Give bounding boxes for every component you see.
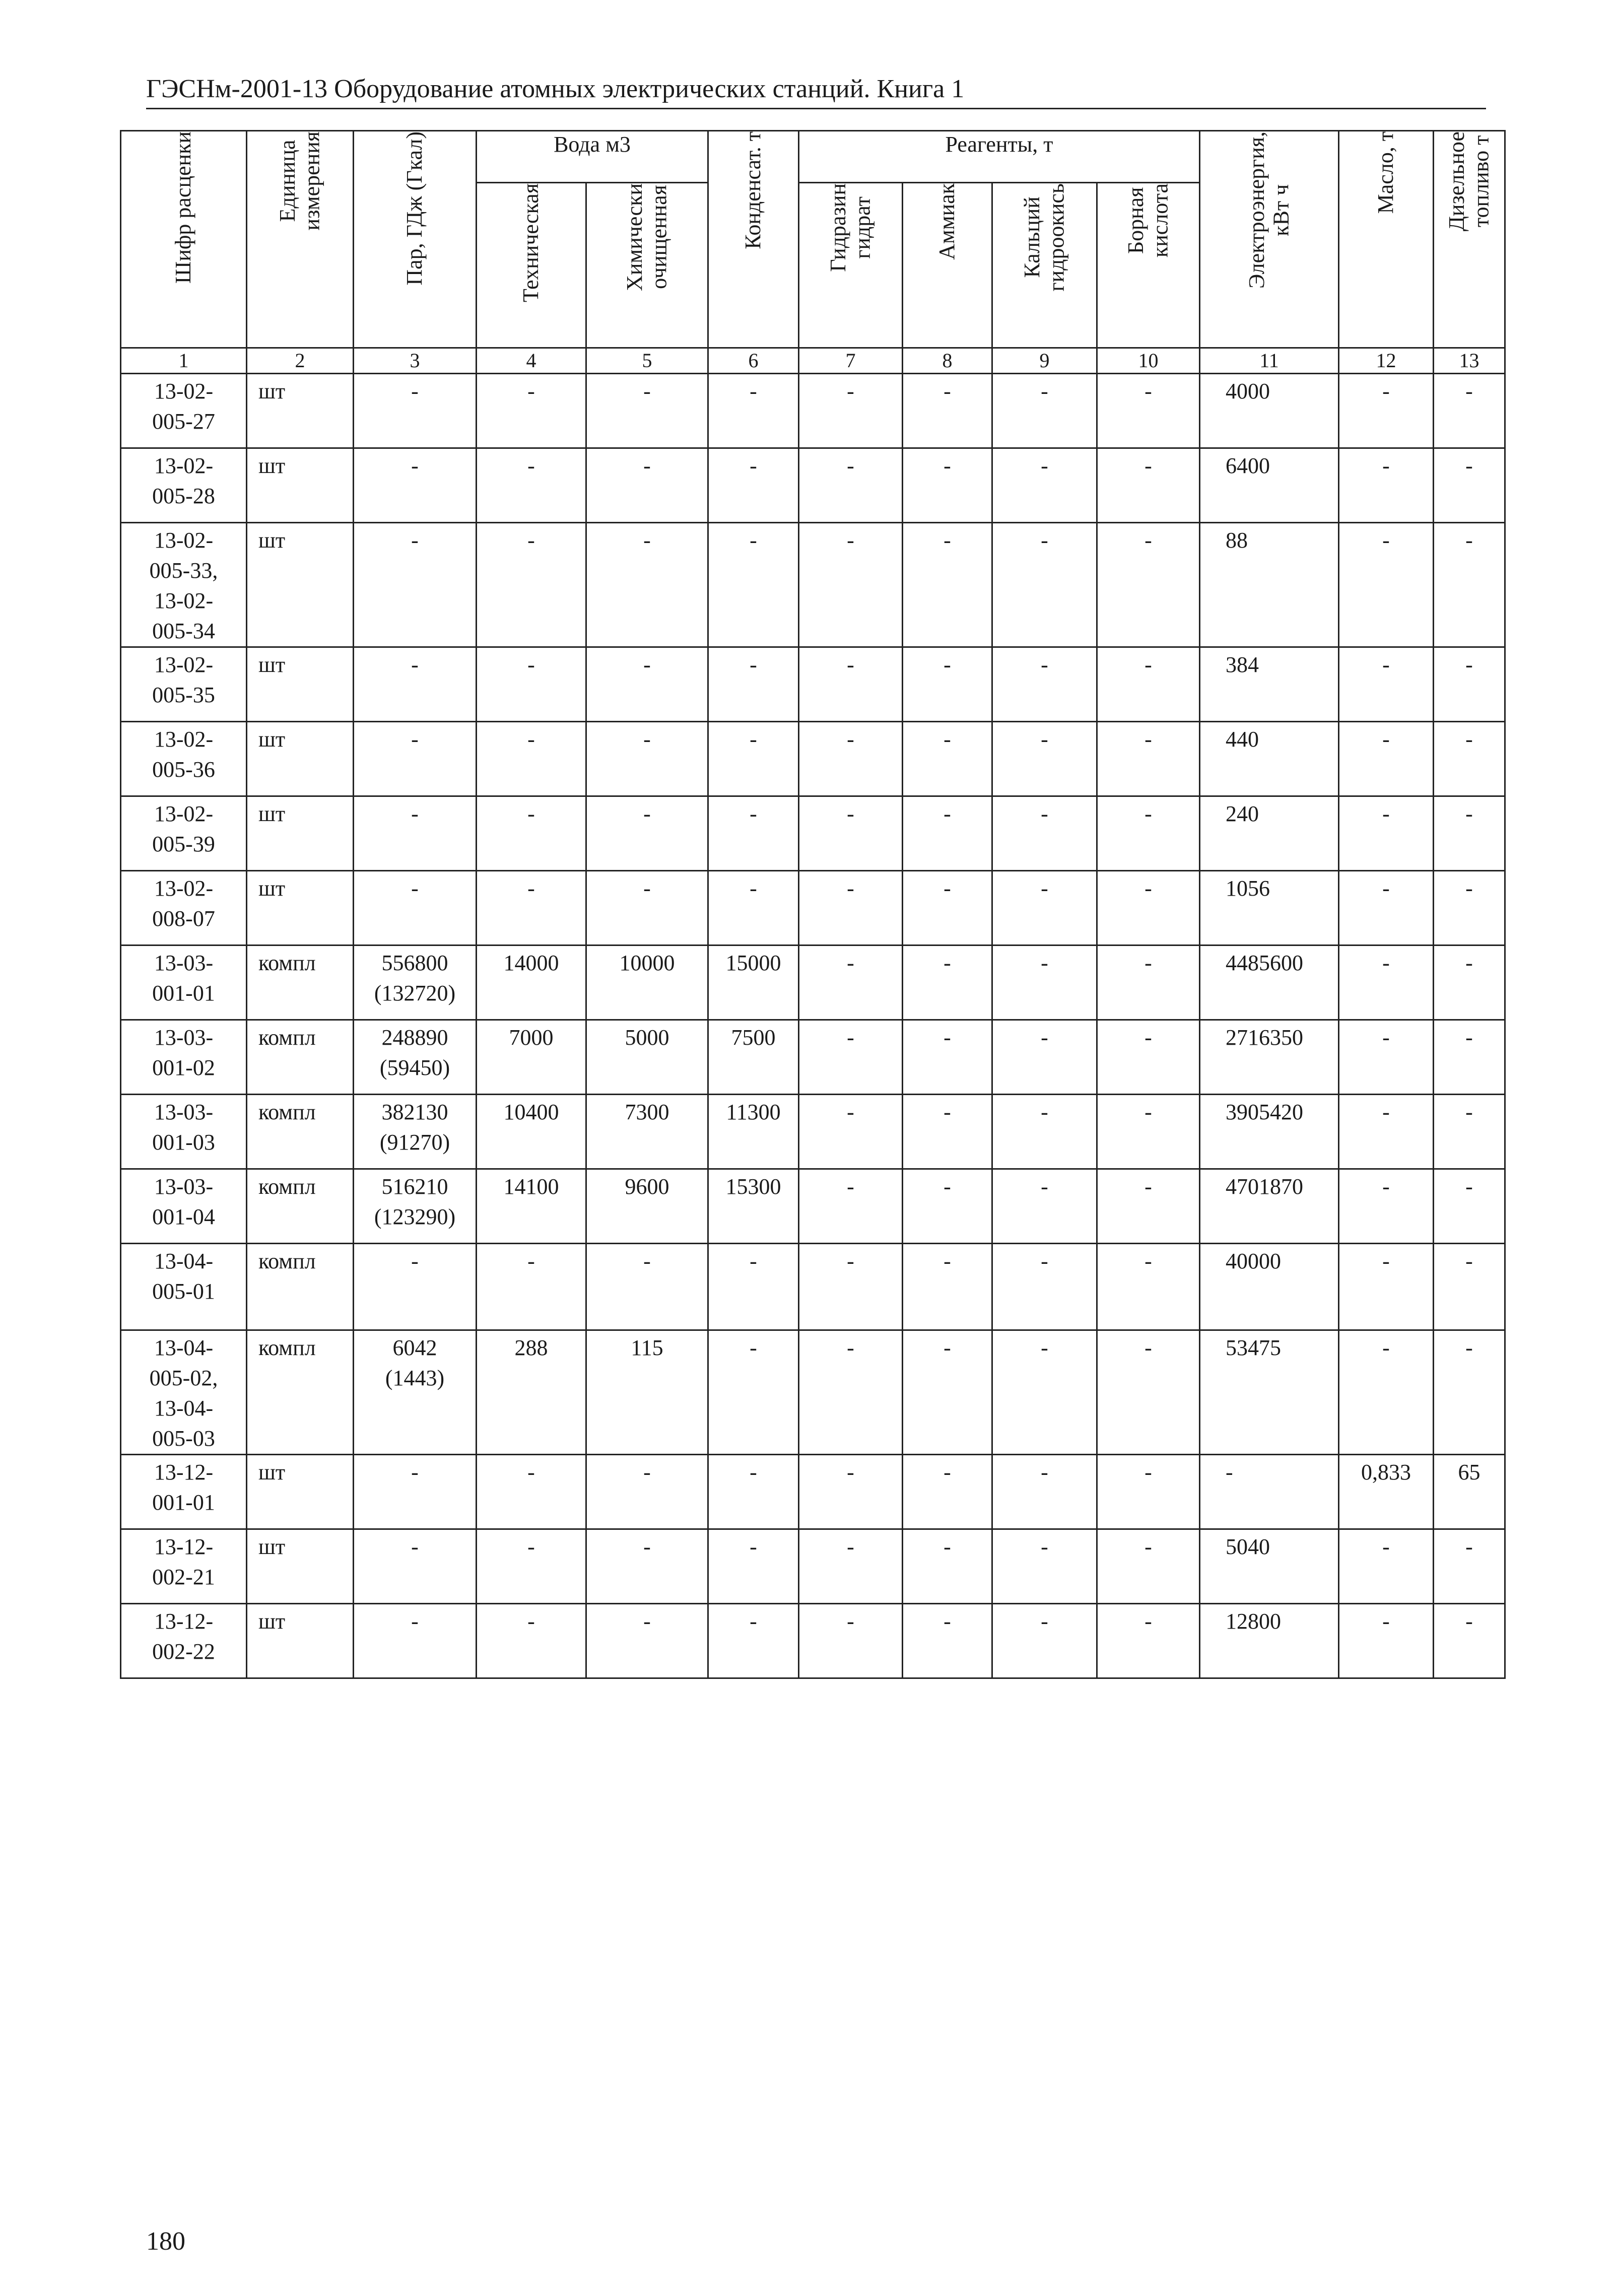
cell-condensate: - [708, 1330, 799, 1455]
cell-boric: - [1097, 647, 1200, 722]
cell-water-chem: 115 [586, 1330, 708, 1455]
table-row [121, 1095, 1505, 1169]
table-row [121, 871, 1505, 946]
cell-water-chem: - [586, 796, 708, 871]
column-number: 12 [1339, 348, 1434, 374]
header-hydrazine: Гидразин гидрат [799, 183, 903, 348]
cell-oil: 0,833 [1339, 1455, 1434, 1529]
cell-code: 13-02- 005-27 [121, 374, 247, 448]
cell-unit: компл [247, 946, 354, 1020]
cell-water-tech: - [477, 1529, 586, 1604]
table-row [121, 374, 1505, 448]
cell-calcium: - [992, 871, 1097, 946]
cell-calcium: - [992, 796, 1097, 871]
cell-calcium: - [992, 722, 1097, 796]
cell-ammonia: - [903, 1020, 992, 1095]
cell-condensate: - [708, 448, 799, 523]
cell-diesel: - [1434, 1244, 1505, 1330]
cell-hydrazine: - [799, 647, 903, 722]
cell-diesel: - [1434, 647, 1505, 722]
cell-oil: - [1339, 796, 1434, 871]
cell-water-tech: - [477, 722, 586, 796]
cell-water-chem: 7300 [586, 1095, 708, 1169]
cell-boric: - [1097, 1244, 1200, 1330]
cell-unit: компл [247, 1330, 354, 1455]
header-condensate: Конденсат. т [708, 131, 799, 348]
cell-ammonia: - [903, 1330, 992, 1455]
cell-diesel: - [1434, 374, 1505, 448]
page-header [146, 71, 1486, 109]
cell-ammonia: - [903, 1455, 992, 1529]
cell-code: 13-02- 005-36 [121, 722, 247, 796]
cell-steam: - [354, 1604, 477, 1678]
header-steam: Пар, ГДж (Гкал) [354, 131, 477, 348]
cell-steam: - [354, 523, 477, 647]
cell-condensate: - [708, 1604, 799, 1678]
cell-electricity: 1056 [1200, 871, 1339, 946]
cell-unit: компл [247, 1169, 354, 1244]
cell-water-chem: - [586, 523, 708, 647]
cell-calcium: - [992, 1529, 1097, 1604]
cell-oil: - [1339, 1169, 1434, 1244]
cell-boric: - [1097, 946, 1200, 1020]
cell-code: 13-03- 001-04 [121, 1169, 247, 1244]
header-code: Шифр расценки [121, 131, 247, 348]
cell-condensate: - [708, 1455, 799, 1529]
cell-boric: - [1097, 1455, 1200, 1529]
table-row [121, 448, 1505, 523]
cell-steam: 516210 (123290) [354, 1169, 477, 1244]
cell-steam: - [354, 448, 477, 523]
cell-oil: - [1339, 871, 1434, 946]
cell-steam: - [354, 647, 477, 722]
cell-steam: 556800 (132720) [354, 946, 477, 1020]
cell-condensate: - [708, 1244, 799, 1330]
cell-water-tech: - [477, 523, 586, 647]
cell-calcium: - [992, 448, 1097, 523]
cell-diesel: - [1434, 946, 1505, 1020]
cell-steam: - [354, 374, 477, 448]
cell-electricity: 5040 [1200, 1529, 1339, 1604]
cell-ammonia: - [903, 796, 992, 871]
cell-oil: - [1339, 647, 1434, 722]
column-number: 5 [586, 348, 708, 374]
cell-ammonia: - [903, 448, 992, 523]
document-title: ГЭСНм-2001-13 Оборудование атомных электрических станций. Книга 1 [146, 75, 965, 103]
column-number: 9 [992, 348, 1097, 374]
cell-calcium: - [992, 374, 1097, 448]
cell-diesel: - [1434, 1020, 1505, 1095]
cell-ammonia: - [903, 1604, 992, 1678]
header-calcium: Кальций гидроокись [992, 183, 1097, 348]
cell-steam: - [354, 796, 477, 871]
cell-steam: - [354, 1455, 477, 1529]
cell-hydrazine: - [799, 871, 903, 946]
cell-electricity: 4000 [1200, 374, 1339, 448]
cell-hydrazine: - [799, 1169, 903, 1244]
cell-oil: - [1339, 1244, 1434, 1330]
cell-water-tech: - [477, 374, 586, 448]
column-number: 10 [1097, 348, 1200, 374]
cell-ammonia: - [903, 523, 992, 647]
cell-electricity: 3905420 [1200, 1095, 1339, 1169]
cell-water-chem: - [586, 722, 708, 796]
cell-unit: компл [247, 1020, 354, 1095]
cell-diesel: 65 [1434, 1455, 1505, 1529]
cell-water-tech: - [477, 871, 586, 946]
cell-ammonia: - [903, 1529, 992, 1604]
cell-unit: шт [247, 722, 354, 796]
cell-code: 13-02- 005-33, 13-02- 005-34 [121, 523, 247, 647]
cell-code: 13-02- 005-35 [121, 647, 247, 722]
cell-water-chem: 10000 [586, 946, 708, 1020]
cell-hydrazine: - [799, 1455, 903, 1529]
cell-diesel: - [1434, 1330, 1505, 1455]
cell-unit: шт [247, 1529, 354, 1604]
column-number: 11 [1200, 348, 1339, 374]
cell-boric: - [1097, 1529, 1200, 1604]
cell-steam: 248890 (59450) [354, 1020, 477, 1095]
cell-water-chem: - [586, 1529, 708, 1604]
page-number: 180 [146, 2227, 185, 2256]
header-electricity: Электроэнергия, кВт ч [1200, 131, 1339, 348]
header-unit: Единица измерения [247, 131, 354, 348]
cell-oil: - [1339, 1330, 1434, 1455]
cell-electricity: 12800 [1200, 1604, 1339, 1678]
cell-steam: - [354, 1529, 477, 1604]
cell-condensate: 15300 [708, 1169, 799, 1244]
cell-boric: - [1097, 871, 1200, 946]
table-row [121, 1330, 1505, 1455]
cell-oil: - [1339, 1604, 1434, 1678]
cell-water-tech: - [477, 796, 586, 871]
cell-calcium: - [992, 1095, 1097, 1169]
cell-water-tech: 10400 [477, 1095, 586, 1169]
cell-condensate: 15000 [708, 946, 799, 1020]
cell-electricity: 240 [1200, 796, 1339, 871]
cell-unit: компл [247, 1095, 354, 1169]
cell-diesel: - [1434, 448, 1505, 523]
header-reagents-group: Реагенты, т [799, 131, 1200, 183]
cell-diesel: - [1434, 796, 1505, 871]
cell-boric: - [1097, 1020, 1200, 1095]
cell-electricity: 440 [1200, 722, 1339, 796]
cell-oil: - [1339, 722, 1434, 796]
cell-water-chem: - [586, 374, 708, 448]
cell-unit: шт [247, 1604, 354, 1678]
cell-ammonia: - [903, 374, 992, 448]
column-number: 8 [903, 348, 992, 374]
cell-steam: - [354, 871, 477, 946]
header-water-tech: Техническая [477, 183, 586, 348]
cell-diesel: - [1434, 1529, 1505, 1604]
cell-electricity: 53475 [1200, 1330, 1339, 1455]
cell-oil: - [1339, 1529, 1434, 1604]
cell-ammonia: - [903, 871, 992, 946]
cell-unit: шт [247, 796, 354, 871]
cell-oil: - [1339, 1095, 1434, 1169]
cell-ammonia: - [903, 1244, 992, 1330]
cell-boric: - [1097, 1095, 1200, 1169]
cell-steam: 382130 (91270) [354, 1095, 477, 1169]
cell-condensate: - [708, 796, 799, 871]
cell-water-tech: - [477, 1244, 586, 1330]
cell-calcium: - [992, 946, 1097, 1020]
cell-hydrazine: - [799, 796, 903, 871]
cell-code: 13-12- 002-22 [121, 1604, 247, 1678]
cell-calcium: - [992, 1604, 1097, 1678]
cell-condensate: 7500 [708, 1020, 799, 1095]
cell-electricity: - [1200, 1455, 1339, 1529]
table-row [121, 722, 1505, 796]
cell-electricity: 384 [1200, 647, 1339, 722]
column-number: 1 [121, 348, 247, 374]
cell-diesel: - [1434, 871, 1505, 946]
cell-hydrazine: - [799, 1604, 903, 1678]
cell-calcium: - [992, 1020, 1097, 1095]
cell-calcium: - [992, 523, 1097, 647]
cell-steam: - [354, 1244, 477, 1330]
table-row [121, 1244, 1505, 1330]
cell-unit: шт [247, 1455, 354, 1529]
cell-calcium: - [992, 1244, 1097, 1330]
cell-oil: - [1339, 374, 1434, 448]
cell-water-chem: - [586, 1455, 708, 1529]
cell-code: 13-03- 001-02 [121, 1020, 247, 1095]
cell-electricity: 2716350 [1200, 1020, 1339, 1095]
cell-water-chem: - [586, 647, 708, 722]
cell-ammonia: - [903, 1095, 992, 1169]
cell-electricity: 4485600 [1200, 946, 1339, 1020]
column-number: 7 [799, 348, 903, 374]
cell-ammonia: - [903, 647, 992, 722]
cell-condensate: - [708, 722, 799, 796]
header-oil: Масло, т [1339, 131, 1434, 348]
header-water-group: Вода м3 [477, 131, 708, 183]
cell-electricity: 88 [1200, 523, 1339, 647]
column-numbers-row [121, 348, 1505, 374]
table-row [121, 1455, 1505, 1529]
table-row [121, 1020, 1505, 1095]
cell-hydrazine: - [799, 1095, 903, 1169]
cell-diesel: - [1434, 1604, 1505, 1678]
cell-calcium: - [992, 647, 1097, 722]
header-ammonia: Аммиак [903, 183, 992, 348]
cell-boric: - [1097, 523, 1200, 647]
cell-unit: шт [247, 523, 354, 647]
cell-hydrazine: - [799, 448, 903, 523]
cell-calcium: - [992, 1455, 1097, 1529]
table-row [121, 647, 1505, 722]
table-row [121, 946, 1505, 1020]
cell-water-tech: 7000 [477, 1020, 586, 1095]
cell-hydrazine: - [799, 523, 903, 647]
table-row [121, 523, 1505, 647]
cell-hydrazine: - [799, 1020, 903, 1095]
cell-calcium: - [992, 1330, 1097, 1455]
cell-oil: - [1339, 448, 1434, 523]
cell-condensate: - [708, 374, 799, 448]
cell-water-tech: 14100 [477, 1169, 586, 1244]
table-row [121, 1169, 1505, 1244]
cell-boric: - [1097, 1604, 1200, 1678]
cell-ammonia: - [903, 722, 992, 796]
cell-ammonia: - [903, 1169, 992, 1244]
cell-boric: - [1097, 722, 1200, 796]
cell-code: 13-03- 001-01 [121, 946, 247, 1020]
cell-ammonia: - [903, 946, 992, 1020]
cell-water-chem: - [586, 871, 708, 946]
header-boric: Борная кислота [1097, 183, 1200, 348]
table-row [121, 1529, 1505, 1604]
cell-oil: - [1339, 1020, 1434, 1095]
column-number: 2 [247, 348, 354, 374]
cell-water-chem: - [586, 1244, 708, 1330]
cell-diesel: - [1434, 722, 1505, 796]
cell-water-tech: - [477, 448, 586, 523]
cell-hydrazine: - [799, 1244, 903, 1330]
resource-table [120, 130, 1506, 1679]
cell-water-chem: - [586, 1604, 708, 1678]
cell-unit: шт [247, 647, 354, 722]
column-number: 6 [708, 348, 799, 374]
cell-code: 13-02- 005-39 [121, 796, 247, 871]
cell-diesel: - [1434, 523, 1505, 647]
cell-boric: - [1097, 1330, 1200, 1455]
cell-water-tech: - [477, 647, 586, 722]
cell-hydrazine: - [799, 946, 903, 1020]
cell-water-tech: - [477, 1455, 586, 1529]
cell-hydrazine: - [799, 374, 903, 448]
cell-condensate: - [708, 1529, 799, 1604]
cell-oil: - [1339, 946, 1434, 1020]
cell-unit: компл [247, 1244, 354, 1330]
column-number: 4 [477, 348, 586, 374]
table-row [121, 796, 1505, 871]
cell-diesel: - [1434, 1169, 1505, 1244]
column-number: 13 [1434, 348, 1505, 374]
cell-electricity: 6400 [1200, 448, 1339, 523]
cell-boric: - [1097, 448, 1200, 523]
table-row [121, 1604, 1505, 1678]
cell-boric: - [1097, 1169, 1200, 1244]
cell-water-tech: 288 [477, 1330, 586, 1455]
cell-code: 13-12- 002-21 [121, 1529, 247, 1604]
cell-boric: - [1097, 796, 1200, 871]
cell-unit: шт [247, 871, 354, 946]
cell-electricity: 40000 [1200, 1244, 1339, 1330]
cell-water-tech: 14000 [477, 946, 586, 1020]
cell-hydrazine: - [799, 1529, 903, 1604]
cell-calcium: - [992, 1169, 1097, 1244]
cell-unit: шт [247, 448, 354, 523]
cell-code: 13-04- 005-02, 13-04- 005-03 [121, 1330, 247, 1455]
cell-water-chem: - [586, 448, 708, 523]
cell-code: 13-12- 001-01 [121, 1455, 247, 1529]
header-water-chem: Химически очищенная [586, 183, 708, 348]
cell-diesel: - [1434, 1095, 1505, 1169]
header-diesel: Дизельное топливо т [1434, 131, 1505, 348]
cell-water-tech: - [477, 1604, 586, 1678]
cell-hydrazine: - [799, 1330, 903, 1455]
cell-code: 13-02- 005-28 [121, 448, 247, 523]
cell-steam: 6042 (1443) [354, 1330, 477, 1455]
cell-steam: - [354, 722, 477, 796]
cell-water-chem: 9600 [586, 1169, 708, 1244]
cell-condensate: - [708, 871, 799, 946]
cell-condensate: - [708, 523, 799, 647]
cell-boric: - [1097, 374, 1200, 448]
cell-code: 13-02- 008-07 [121, 871, 247, 946]
cell-unit: шт [247, 374, 354, 448]
cell-oil: - [1339, 523, 1434, 647]
cell-code: 13-04- 005-01 [121, 1244, 247, 1330]
cell-condensate: - [708, 647, 799, 722]
cell-hydrazine: - [799, 722, 903, 796]
column-number: 3 [354, 348, 477, 374]
cell-code: 13-03- 001-03 [121, 1095, 247, 1169]
cell-condensate: 11300 [708, 1095, 799, 1169]
cell-water-chem: 5000 [586, 1020, 708, 1095]
cell-electricity: 4701870 [1200, 1169, 1339, 1244]
